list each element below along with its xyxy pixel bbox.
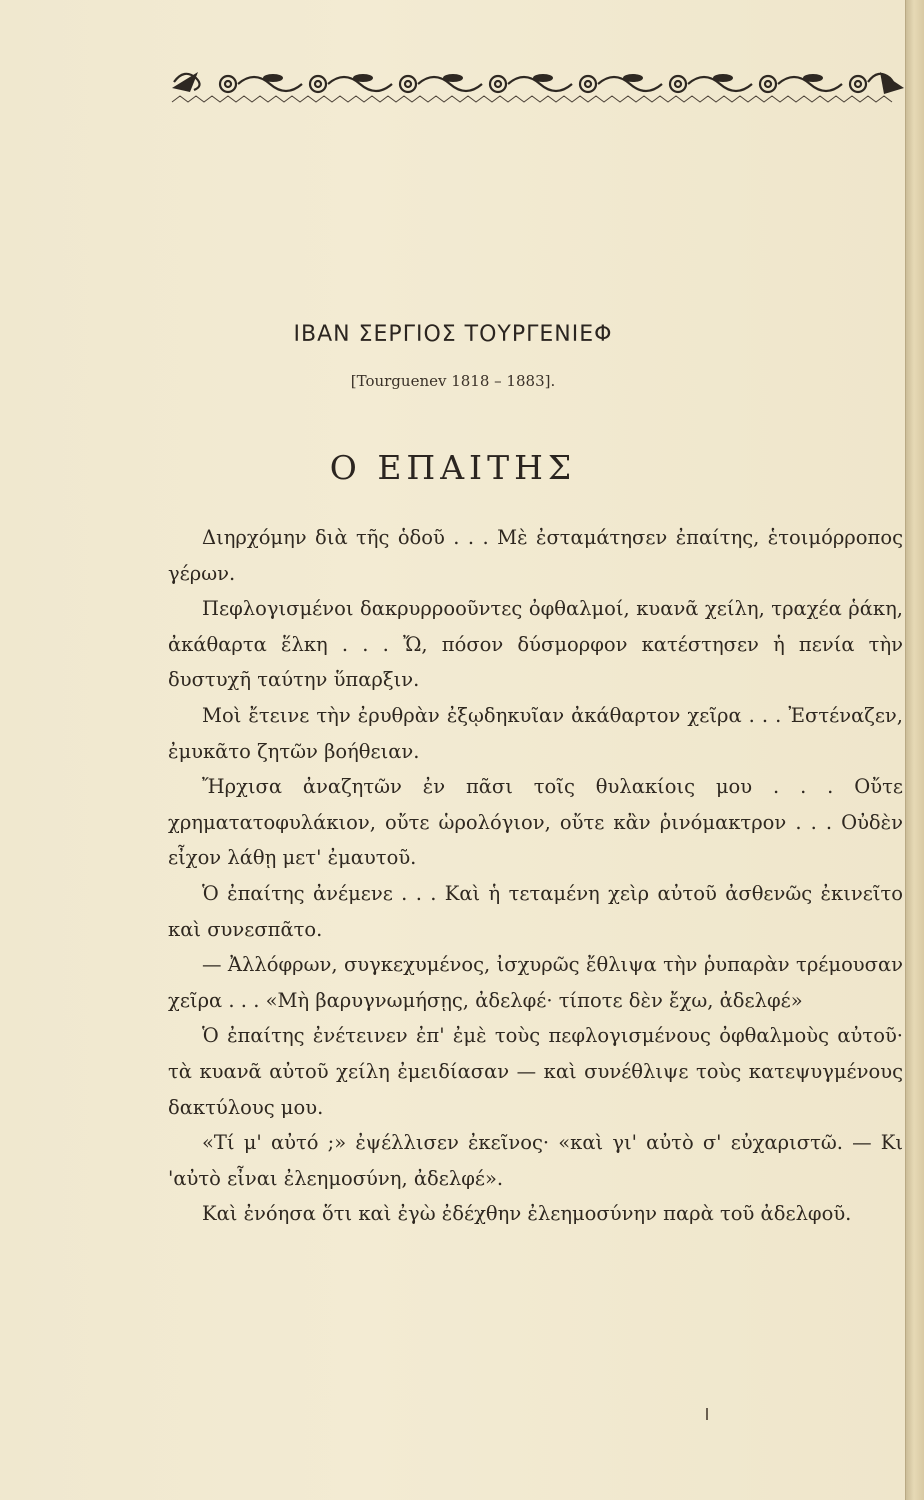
paragraph: Καὶ ἐνόησα ὅτι καὶ ἐγὼ ἐδέχθην ἐλεημοσύνην παρὰ τοῦ ἀδελφοῦ. xyxy=(202,1202,852,1226)
story-text xyxy=(168,520,903,1232)
paragraph: Πεφλογισμένοι δακρυρροοῦντες ὀφθαλμοί, κυανᾶ χείλη, τραχέα ῥάκη, ἀκάθαρτα ἕλκη . . . Ὤ, πόσον δύσμορφον κατέστησεν ἡ πενία τὴν δυστυχῆ ταύτην ὕπαρξιν. xyxy=(168,597,903,692)
ink-mark xyxy=(706,1408,708,1420)
paragraph: Ὁ ἐπαίτης ἀνέμενε . . . Καὶ ἡ τεταμένη χεὶρ αὐτοῦ ἀσθενῶς ἐκινεῖτο καὶ συνεσπᾶτο. xyxy=(168,881,903,941)
author-dates: [Tourguenev 1818 – 1883]. xyxy=(350,372,556,390)
paragraph: Ἤρχισα ἀναζητῶν ἐν πᾶσι τοῖς θυλακίοις μου . . . Οὔτε χρηματατοφυλάκιον, οὔτε ὡρολόγιον, οὔτε κἂν ῥινόμακτρον . . . Οὐδὲν εἶχον λάθῃ μετ' ἐμαυτοῦ. xyxy=(168,775,903,870)
paragraph: Ὁ ἐπαίτης ἐνέτεινεν ἐπ' ἐμὲ τοὺς πεφλογισμένους ὀφθαλμοὺς αὐτοῦ· τὰ κυανᾶ αὐτοῦ χείλη ἐμειδίασαν — καὶ συνέθλιψε τοὺς κατεψυγμένους δακτύλους μου. xyxy=(168,1024,903,1119)
paragraph: Μοὶ ἔτεινε τὴν ἐρυθρὰν ἐξῳδηκυῖαν ἀκάθαρτον χεῖρα . . . Ἐστέναζεν, ἐμυκᾶτο ζητῶν βοήθειαν. xyxy=(168,703,903,763)
page-edge xyxy=(905,0,924,1500)
decorative-headpiece-ornament xyxy=(168,62,906,108)
paragraph: «Τί μ' αὐτό ;» ἐψέλλισεν ἐκεῖνος· «καὶ γι' αὐτὸ σ' εὐχαριστῶ. — Κι 'αὐτὸ εἶναι ἐλεημοσύνη, ἀδελφέ». xyxy=(168,1131,903,1190)
page-title: Ο ΕΠΑΙΤΗΣ xyxy=(329,448,577,487)
author-heading: ΙΒΑΝ ΣΕΡΓΙΟΣ ΤΟΥΡΓΕΝΙΕΦ xyxy=(293,322,613,347)
paragraph: — Ἀλλόφρων, συγκεχυμένος, ἰσχυρῶς ἔθλιψα τὴν ῥυπαρὰν τρέμουσαν χεῖρα . . . «Μὴ βαρυγνωμήσῃς, ἀδελφέ· τίποτε δὲν ἔχω, ἀδελφέ» xyxy=(168,953,903,1012)
paragraph: Διηρχόμην διὰ τῆς ὁδοῦ . . . Μὲ ἐσταμάτησεν ἐπαίτης, ἑτοιμόρροπος γέρων. xyxy=(168,526,903,585)
